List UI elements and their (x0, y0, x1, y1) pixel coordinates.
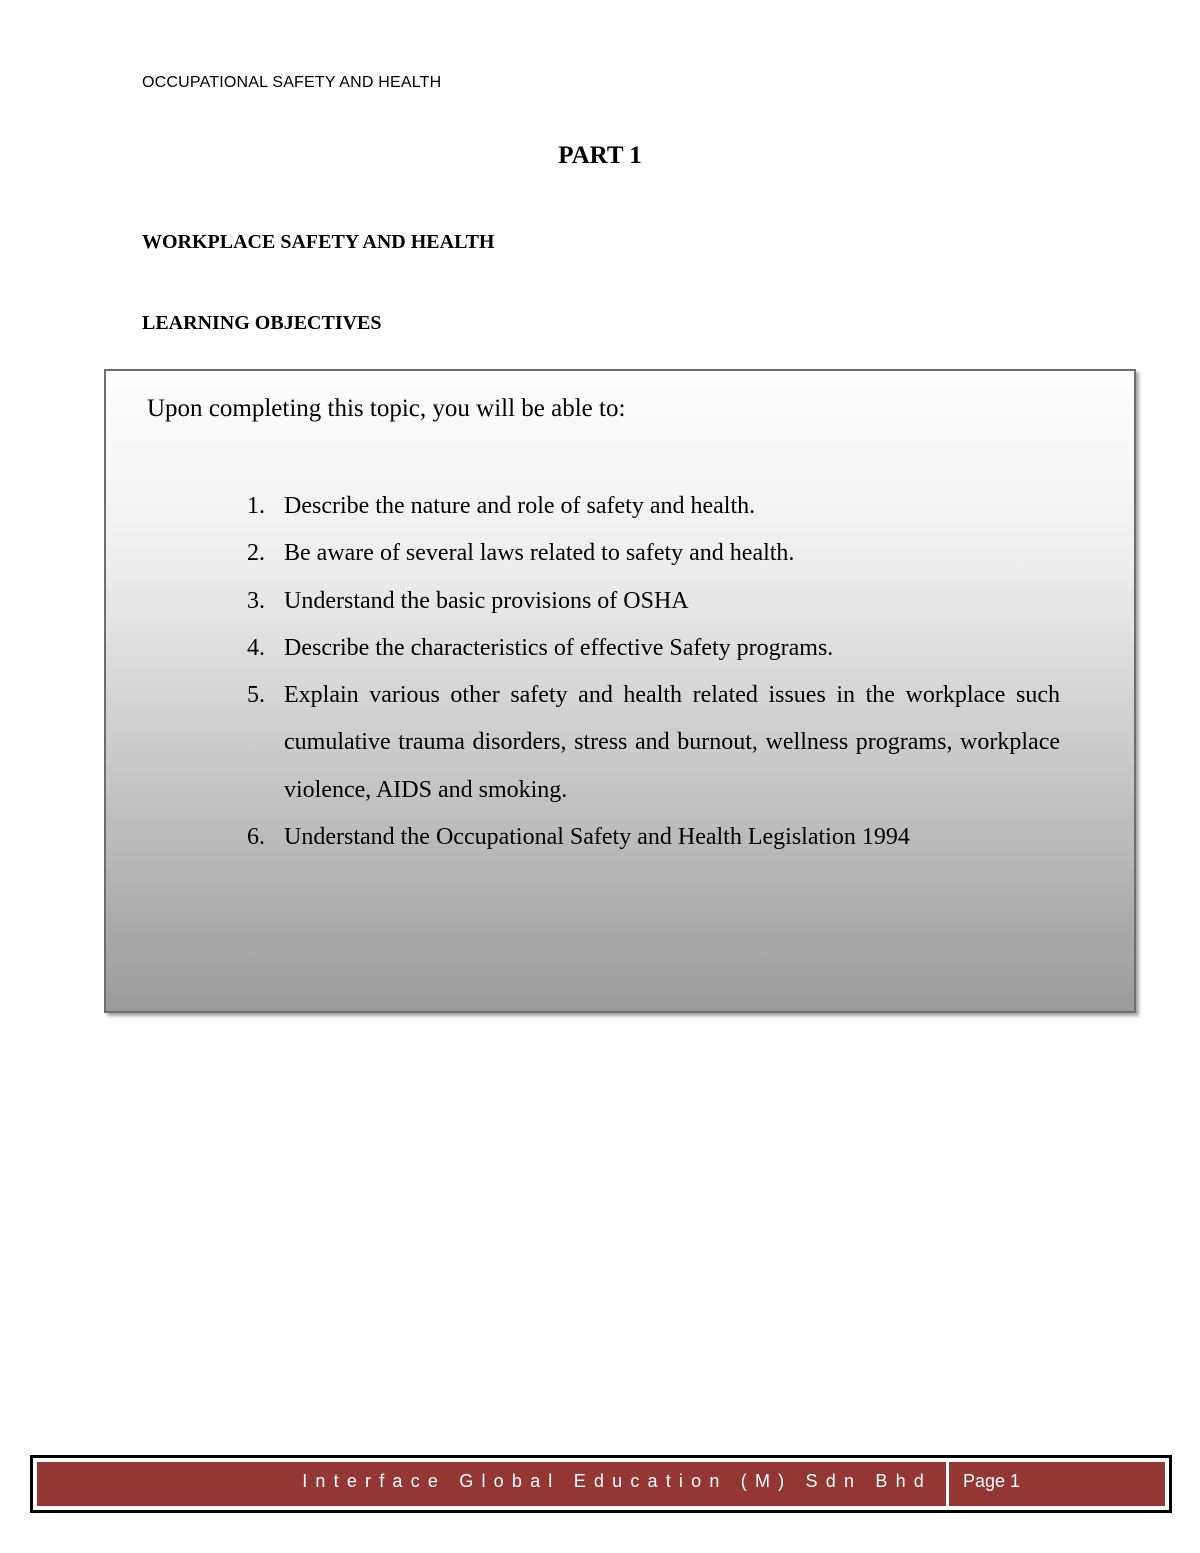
objective-text: Describe the characteristics of effective Safety programs. (284, 634, 834, 661)
objective-text: Be aware of several laws related to safety and health. (284, 540, 795, 567)
objectives-list (247, 483, 1060, 861)
objective-text: Describe the nature and role of safety and health. (284, 493, 756, 519)
objective-text: Understand the Occupational Safety and Health Legislation 1994 (284, 824, 910, 851)
objective-item-6 (247, 814, 1060, 861)
objective-item-4 (247, 625, 1060, 672)
footer-page-number: Page 1 (963, 1471, 1021, 1491)
learning-objectives-box (104, 369, 1136, 1013)
objectives-intro: Upon completing this topic, you will be able to: (147, 395, 626, 422)
objective-item-3 (247, 578, 1060, 625)
footer-band (37, 1462, 1165, 1506)
objective-number: 1. (247, 493, 265, 519)
section-heading: WORKPLACE SAFETY AND HEALTH (142, 231, 495, 253)
objective-item-1 (247, 483, 1060, 530)
objective-item-2 (247, 530, 1060, 577)
objective-number: 4. (247, 634, 265, 661)
objectives-heading: LEARNING OBJECTIVES (142, 312, 382, 334)
objective-number: 2. (247, 540, 265, 567)
objective-number: 6. (247, 824, 265, 851)
objective-number: 5. (247, 682, 265, 709)
objective-text: Explain various other safety and health related issues in the workplace such cumulative trauma disorders, stress and burnout, wellness programs, workplace violence, AIDS and smoking. (284, 682, 1060, 803)
page-footer (30, 1455, 1172, 1513)
objective-number: 3. (247, 587, 265, 614)
part-title: PART 1 (558, 142, 642, 169)
objective-item-5 (247, 672, 1060, 814)
objective-text: Understand the basic provisions of OSHA (284, 587, 689, 614)
footer-company-name: Interface Global Education (M) Sdn Bhd (37, 1462, 949, 1506)
running-header: OCCUPATIONAL SAFETY AND HEALTH (142, 74, 442, 91)
